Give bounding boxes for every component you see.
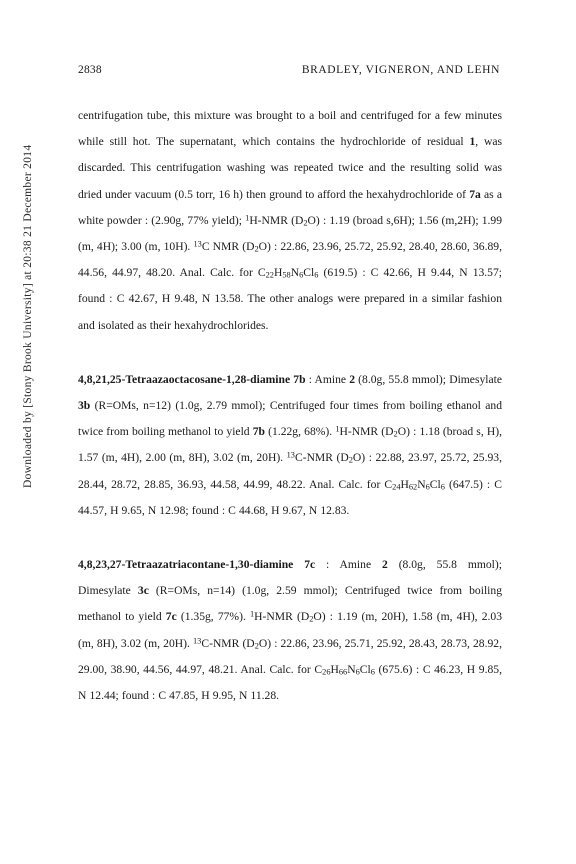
compound-ref: 2 <box>349 372 355 386</box>
compound-ref: 7c <box>165 610 177 624</box>
compound-ref: 2 <box>382 558 388 572</box>
compound-ref: 3b <box>78 399 91 413</box>
paragraph-compound-7c: 4,8,23,27-Tetraazatriacontane-1,30-diamine 7c : Amine 2 (8.0g, 55.8 mmol); Dimesylate 3c (R=OMs, n=14) (1.0g, 2.59 mmol); Centrifuged twice from boiling methanol to yield 7c (1.35g, 77%). $^1$H-NMR $(D_2O)$ : 1.19 (m, 20H), 1.58 (m, 4H), 2.03 (m, 8H), 3.02 (m, 20H). $^{13}$C-NMR $(D_2O)$ : 22.86, 23.96, 25.71, 25.92, 28.43, 28.73, 28.92, 29.00, 38.90, 44.56, 44.97, 48.21. Anal. Calc. for $C_{26}H_{66}N_6Cl_6$ (675.6) : C 46.23, H 9.85, N 12.44; found : C 47.85, H 9.95, N 11.28. <box>78 558 503 703</box>
paragraph-compound-7b: 4,8,21,25-Tetraazaoctacosane-1,28-diamine 7b : Amine 2 (8.0g, 55.8 mmol); Dimesylate 3b (R=OMs, n=12) (1.0g, 2.79 mmol); Centrifuged four times from boiling ethanol and twice from boiling methanol to yield 7b (1.22g, 68%). $^1$H-NMR $(D_2O)$ : 1.18 (broad s, H), 1.57 (m, 4H), 2.00 (m, 8H), 3.02 (m, 20H). $^{13}$C-NMR $(D_2O)$ : 22.88, 23.97, 25.72, 25.93, 28.44, 28.72, 28.85, 36.93, 44.58, 44.99, 48.22. Anal. Calc. for $C_{24}H_{62}N_6Cl_6$ (647.5) : C 44.57, H 9.65, N 12.98; found : C 44.68, H 9.67, N 12.83. <box>78 372 502 517</box>
compound-ref: 3c <box>137 584 149 598</box>
compound-ref: 1 <box>469 135 476 149</box>
paragraph-preparation-7a: centrifugation tube, this mixture was brought to a boil and centrifuged for a few minutes while still hot. The supernatant, which contains the hydrochloride of residual 1, was discarded. This centrifugation washing was repeated twice and the resulting solid was dried under vacuum (0.5 torr, 16 h) then ground to afford the hexahydrochloride of 7a as a white powder : (2.90g, 77% yield); $^1$H-NMR $(D_2O)$ : 1.19 (broad s,6H); 1.56 (m,2H); 1.99 (m, 4H); 3.00 (m, 10H). $^{13}$C NMR $(D_2O)$ : 22.86, 23.96, 25.72, 25.92, 28.40, 28.60, 36.89, 44.56, 44.97, 48.20. Anal. Calc. for $C_{22}H_{58}N_6Cl_6$ (619.5) : C 42.66, H 9.44, N 13.57; found : C 42.67, H 9.48, N 13.58. The other analogs were prepared in a similar fashion and isolated as their hexahydrochlorides. <box>78 109 503 332</box>
article-body <box>78 103 502 709</box>
compound-title: 4,8,21,25-Tetraazaoctacosane-1,28-diamine 7b <box>78 372 306 386</box>
paragraph-gap <box>78 524 502 552</box>
compound-ref: 7b <box>252 425 265 439</box>
page-number: 2838 <box>78 64 102 76</box>
compound-title: 4,8,23,27-Tetraazatriacontane-1,30-diamine 7c <box>78 558 316 572</box>
paragraph-gap <box>78 339 502 367</box>
running-head: BRADLEY, VIGNERON, AND LEHN <box>301 64 500 76</box>
download-watermark: Downloaded by [Stony Brook University] at 20:38 21 December 2014 <box>22 144 34 488</box>
compound-ref: 7a <box>469 187 481 201</box>
